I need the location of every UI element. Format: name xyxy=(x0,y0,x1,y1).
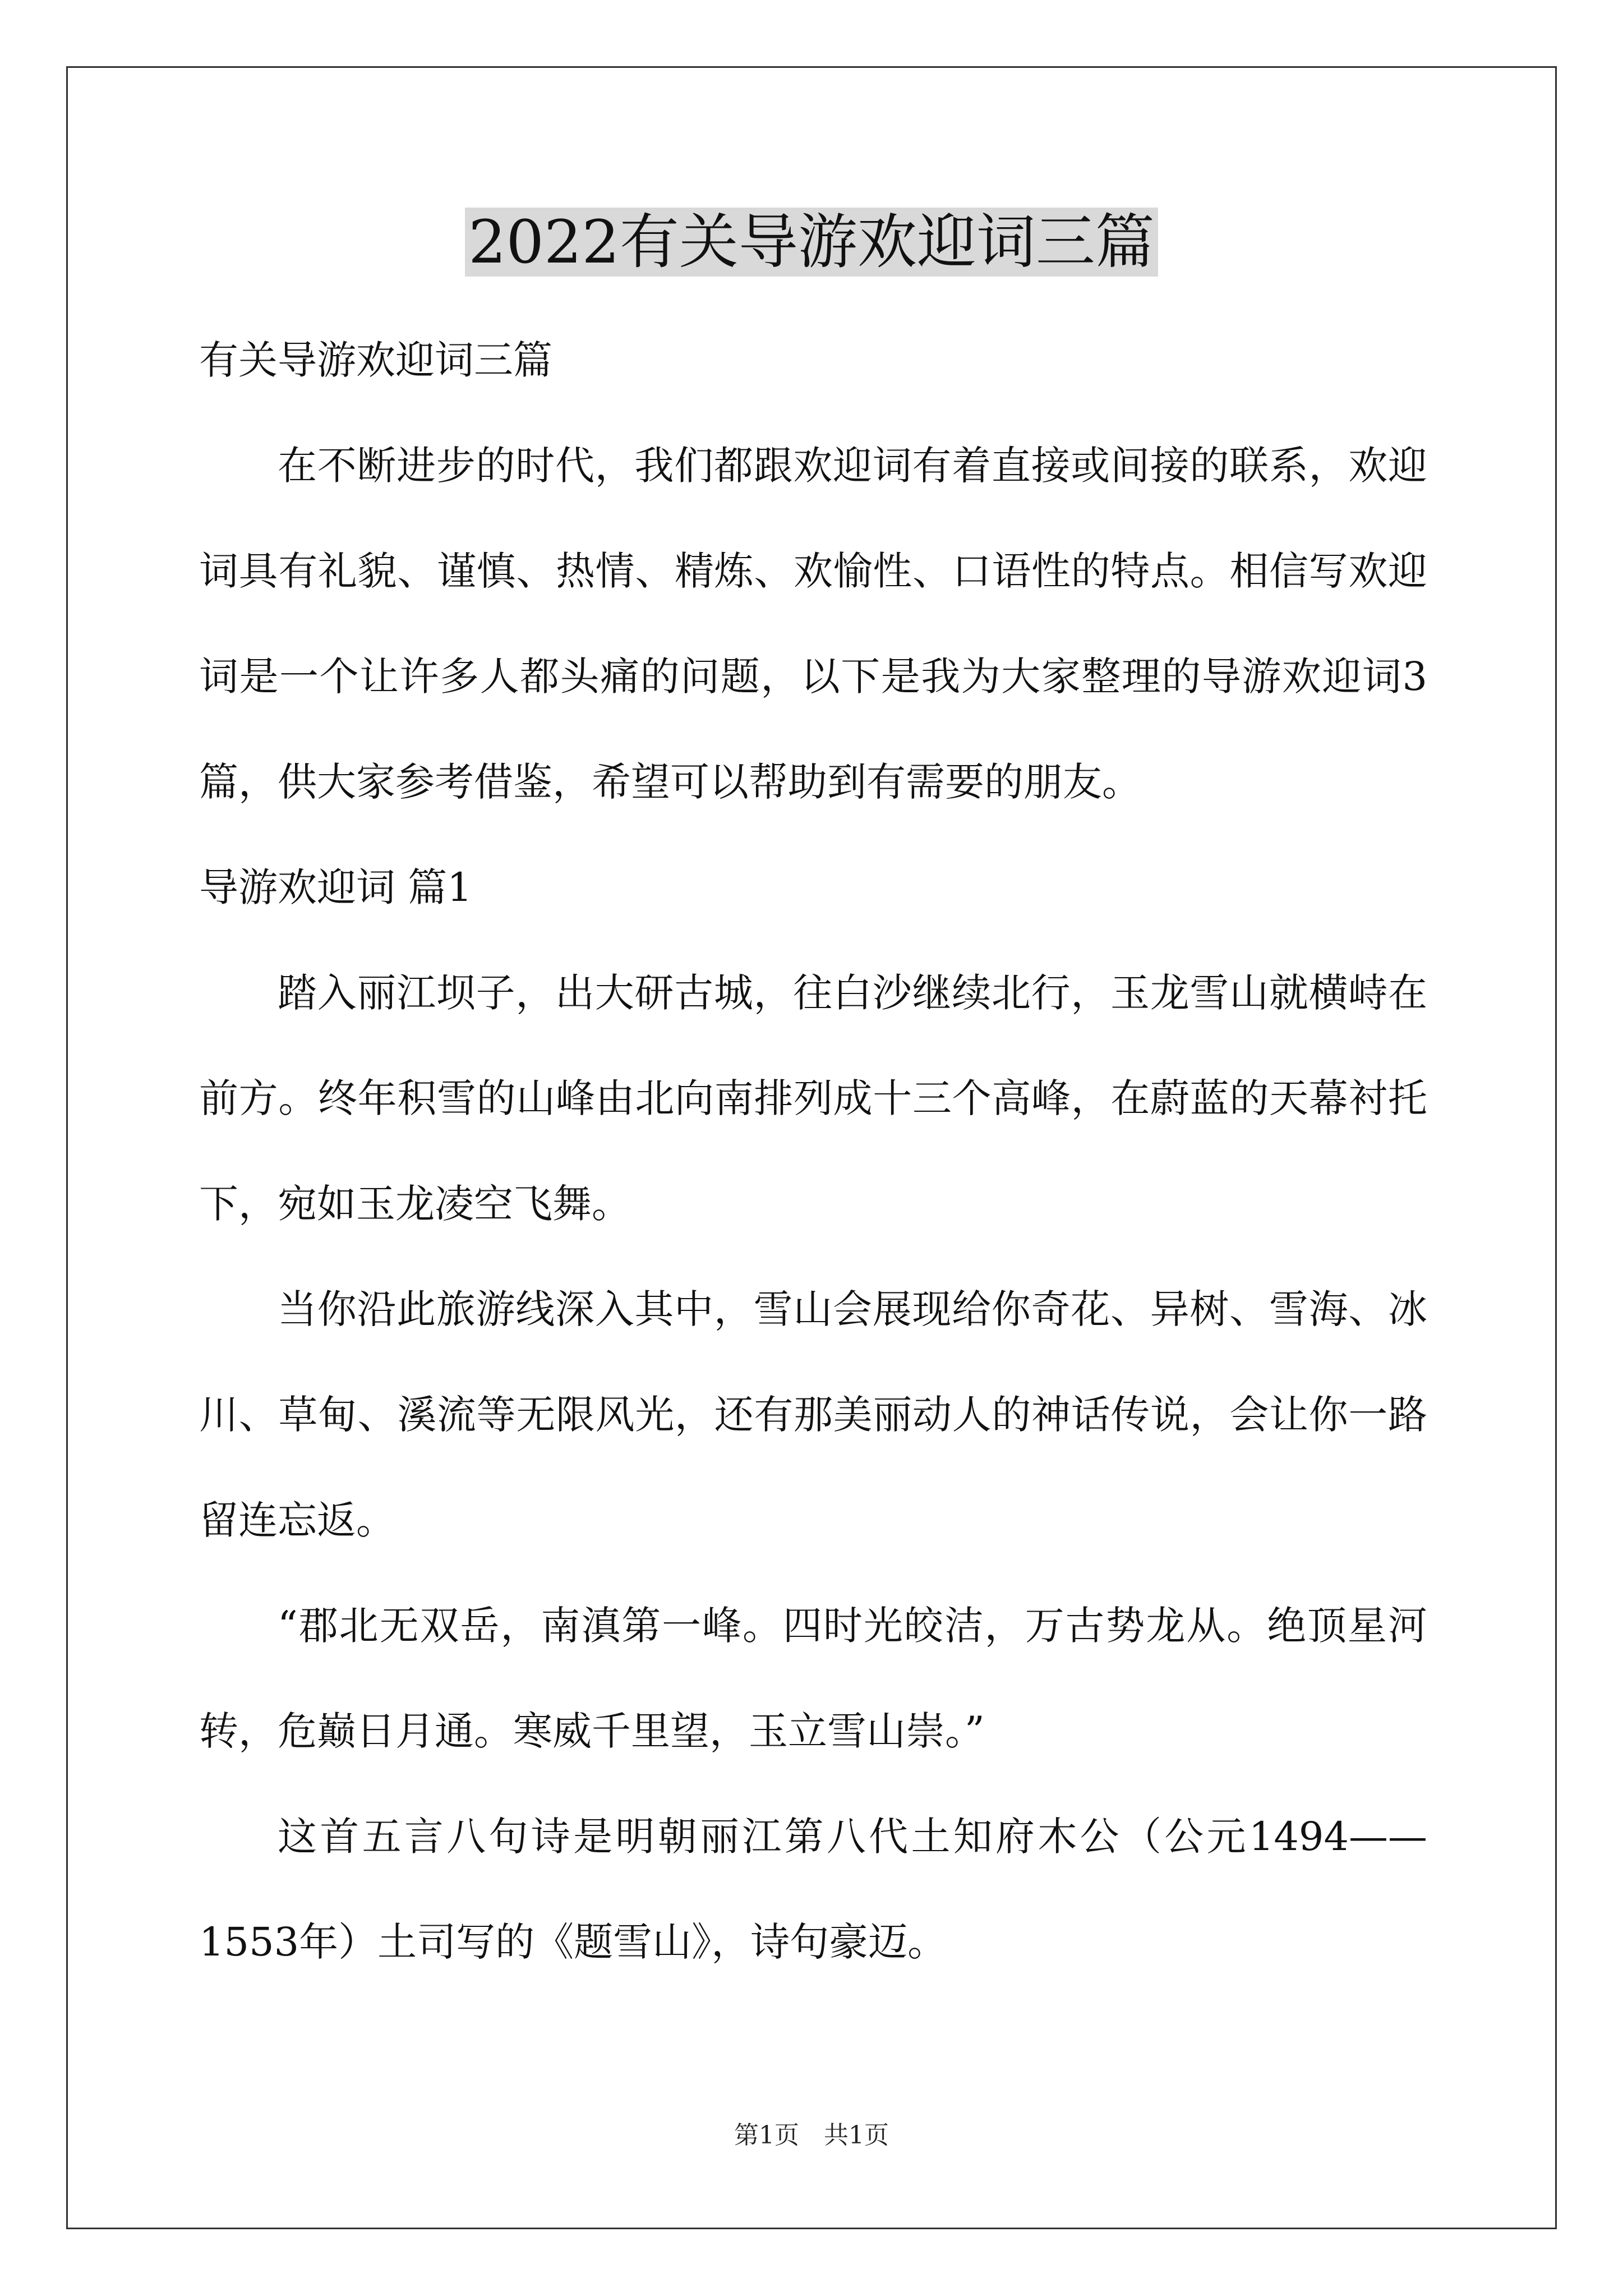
paragraph-2: 当你沿此旅游线深入其中，雪山会展现给你奇花、异树、雪海、冰川、草甸、溪流等无限风光，还有那美丽动人的神话传说，会让你一路留连忘返。 xyxy=(199,1286,1427,1543)
paragraph-3: “郡北无双岳，南滇第一峰。四时光皎洁，万古势龙从。绝顶星河转，危巅日月通。寒威千里望，玉立雪山崇。” xyxy=(199,1603,1427,1754)
paragraph-1: 踏入丽江坝子，出大研古城，往白沙继续北行，玉龙雪山就横峙在前方。终年积雪的山峰由北向南排列成十三个高峰，在蔚蓝的天幕衬托下，宛如玉龙凌空飞舞。 xyxy=(199,970,1427,1227)
section-heading-1: 导游欢迎词 篇1 xyxy=(199,864,472,910)
intro-paragraph: 在不断进步的时代，我们都跟欢迎词有着直接或间接的联系，欢迎词具有礼貌、谨慎、热情、精炼、欢愉性、口语性的特点。相信写欢迎词是一个让许多人都头痛的问题，以下是我为大家整理的导游欢迎词3篇，供大家参考借鉴，希望可以帮助到有需要的朋友。 xyxy=(199,443,1427,805)
document-title-text: 2022有关导游欢迎词三篇 xyxy=(465,208,1158,277)
document-title xyxy=(0,203,1623,282)
document-body xyxy=(199,307,1427,1995)
document-subtitle: 有关导游欢迎词三篇 xyxy=(199,337,552,383)
page-footer: 第1页 共1页 xyxy=(734,2121,889,2150)
paragraph-4: 这首五言八句诗是明朝丽江第八代土知府木公（公元1494——1553年）土司写的《题雪山》，诗句豪迈。 xyxy=(199,1814,1427,1965)
